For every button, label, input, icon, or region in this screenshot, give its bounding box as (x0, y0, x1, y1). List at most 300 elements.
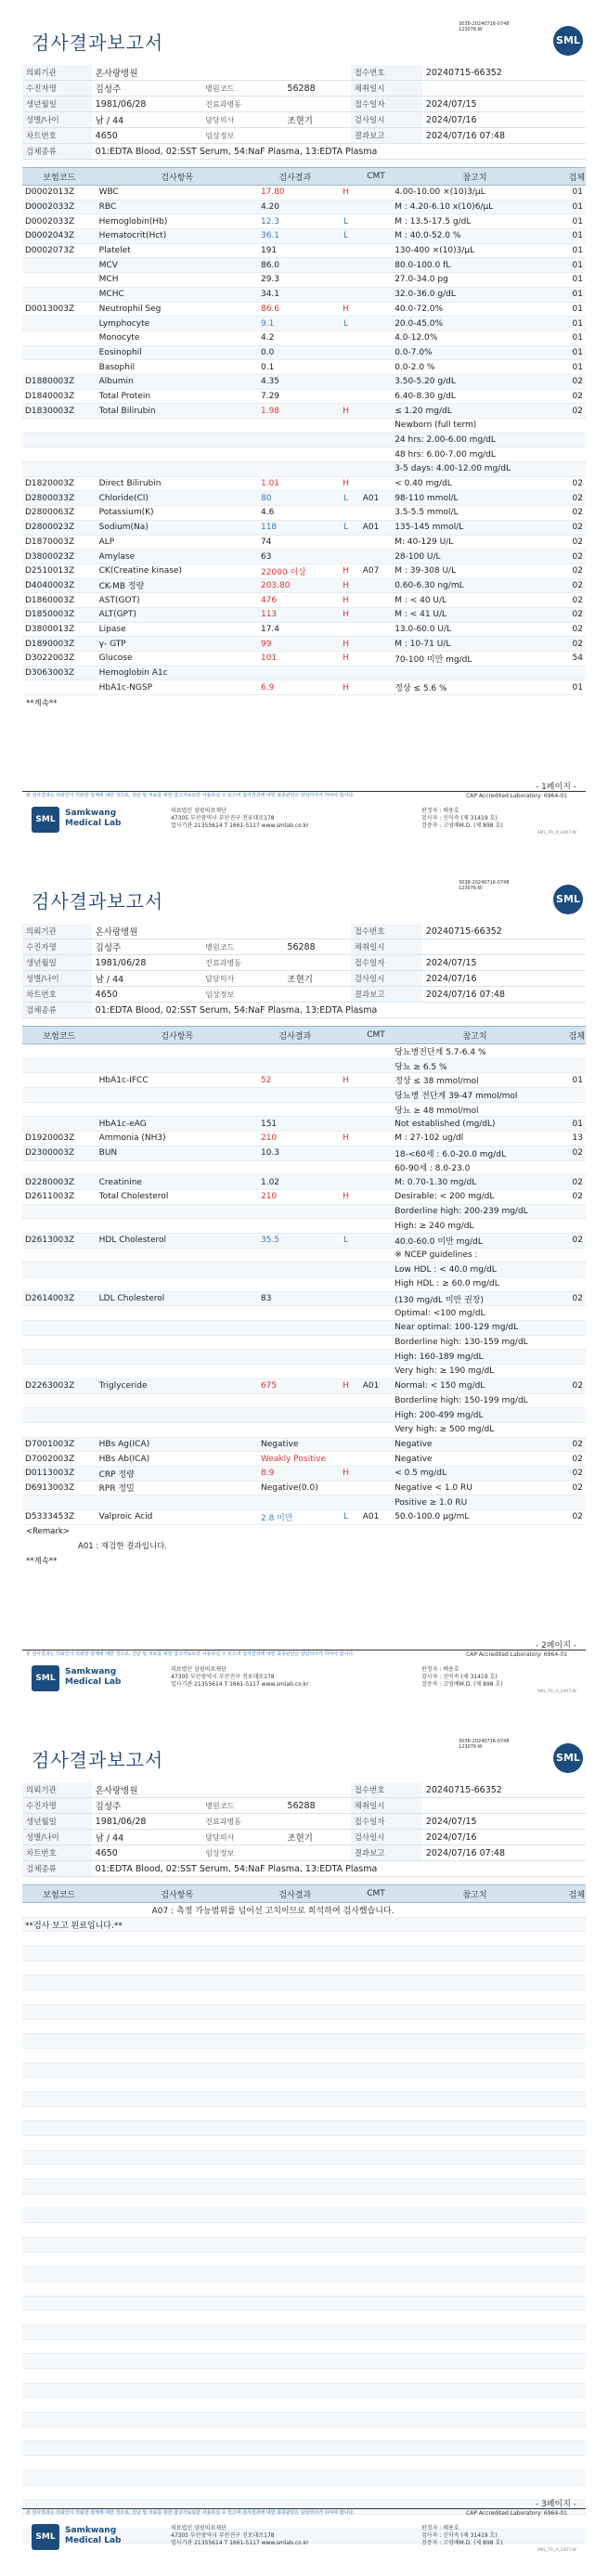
reference-range: Near optimal: 100-129 mg/dL (392, 1321, 558, 1336)
test-name: Albumin (97, 374, 258, 389)
insurance-code: D0002043Z (22, 229, 97, 244)
lab-address: 의료법인 삼광의료재단 47305 부산광역시 부산진구 전포대로178 업사기관 21355614 T 1661-5117 www.smlab.co.kr (171, 2525, 309, 2546)
result-flag (332, 1160, 360, 1175)
test-result: 29.3 (258, 273, 332, 288)
reference-range: Positive ≥ 1.0 RU (392, 1495, 558, 1510)
insurance-code (22, 317, 97, 331)
comment-code: A07 (360, 563, 392, 578)
test-name (97, 1248, 258, 1262)
table-row (22, 374, 586, 389)
reference-range: 70-100 미만 mg/dL (392, 652, 558, 667)
test-name (97, 1393, 258, 1408)
test-name: HBs Ag(ICA) (97, 1437, 258, 1452)
cap-accreditation: CAP Accredited Laboratory: 6964-01 (466, 2510, 567, 2517)
lab-name: Samkwang Medical Lab (65, 1667, 122, 1687)
comment-code (360, 317, 392, 331)
insurance-code: D0002033Z (22, 214, 97, 229)
test-result: 12.3 (258, 214, 332, 229)
test-name: CK(Creatine kinase) (97, 563, 258, 578)
report-title: 검사결과보고서 (32, 890, 164, 913)
reference-range: 당뇨 ≥ 6.5 % (392, 1058, 558, 1073)
comment-code (360, 550, 392, 564)
test-name: γ- GTP (97, 637, 258, 652)
report-header (22, 0, 586, 65)
disclaimer-notice: 본 검사결과는 의뢰인이 의뢰한 검체에 대한 것으로, 진단 및 치료를 위한 참고자료로만 사용하실 수 있으며 검사결과에 대한 최종판단은 담당의사가 하여야 합니다. (26, 2510, 355, 2516)
empty-row (22, 2165, 586, 2180)
reference-range: 24 hrs: 2.00-6.00 mg/dL (392, 433, 558, 447)
specimen-code: 02 (558, 1452, 586, 1467)
reference-range: M: 0.70-1.30 mg/dL (392, 1175, 558, 1190)
reference-range: 32.0-36.0 g/dL (392, 287, 558, 302)
specimen-code: 02 (558, 506, 586, 521)
result-flag: H (332, 1132, 360, 1146)
result-flag (332, 1219, 360, 1234)
specimen-code: 13 (558, 1132, 586, 1146)
lab-address: 의료법인 삼광의료재단 47305 부산광역시 부산진구 전포대로178 업사기관 21355614 T 1661-5117 www.smlab.co.kr (171, 1666, 309, 1688)
reference-range: 50.0-100.0 μg/mL (392, 1510, 558, 1525)
insurance-code: D2614003Z (22, 1291, 97, 1306)
table-row (22, 302, 586, 317)
test-result (258, 1495, 332, 1510)
reference-range: Very high: ≥ 500 mg/dL (392, 1422, 558, 1437)
test-result: 210 (258, 1132, 332, 1146)
empty-row (22, 2252, 586, 2267)
test-name: Hemoglobin A1c (97, 666, 258, 680)
reference-range: 3.5-5.5 mmol/L (392, 506, 558, 521)
empty-row (22, 2237, 586, 2252)
test-name (97, 1365, 258, 1379)
test-result (258, 447, 332, 462)
table-row (22, 1903, 586, 1918)
comment-code (360, 447, 392, 462)
test-result: 8.9 (258, 1466, 332, 1481)
insurance-code: D1880003Z (22, 374, 97, 389)
comment-code (360, 360, 392, 375)
result-flag (332, 1452, 360, 1467)
insurance-code (22, 1321, 97, 1336)
result-flag (332, 374, 360, 389)
test-result (258, 1044, 332, 1059)
table-row (22, 186, 586, 201)
result-flag (332, 1306, 360, 1321)
specimen-code (558, 1335, 586, 1350)
empty-row (22, 2048, 586, 2063)
test-name: HbA1c-NGSP (97, 680, 258, 695)
test-name (97, 1262, 258, 1277)
specimen-code (558, 1088, 586, 1103)
insurance-code (22, 1306, 97, 1321)
table-row (22, 1277, 586, 1292)
test-name: Direct Bilirubin (97, 476, 258, 491)
table-row (22, 1219, 586, 1234)
comment-code (360, 1189, 392, 1204)
empty-row (22, 2004, 586, 2019)
results-table: 보험코드 검사항목 검사결과 CMT 참고치 검체 당뇨병전단계 5.7-6.4 % 당뇨 ≥ 6.5 % HbA1c-IFCC 52 H 정상 ≤ 38 mmol/mol 01 당뇨병 전단계 39-47 mmol/mol 당뇨 ≥ 48 mmol/mol HbA1c-eAG 151 Not established (mg/dL) 01 D1920003Z Ammonia (NH3) 210 H M : 27-102 ug/dl 13 D2300003Z BUN 10.3 18-<60세 : 6.0-20.0 mg/dL 02 60-90세 : 8.0-23.0 D2280003Z Creatinine 1.02 M: 0.70-1.30 mg/dL 02 D2611003Z Total Cholesterol 210 H Desirable: < 200 mg/dL 02 Borderline high: 200-239 mg/dL High: ≥ 240 mg/dL D2613003Z HDL Cholesterol 35.5 L 40.0-60.0 미만 mg/dL 02 ※ NCEP guidelines : Low HDL : < 40.0 mg/dL High HDL : ≥ 60.0 mg/dL D2614003Z LDL Cholesterol 83 (130 mg/dL 미만 권장) 02 Optimal: <100 mg/dL Near optimal: 100-129 mg/dL Borderline high: 130-159 mg/dL High: 160-189 mg/dL Very high: ≥ 190 mg/dL D2263003Z Triglyceride 675 H A01 Normal: < 150 mg/dL 02 Borderline high: 150-199 mg/dL High: 200-499 mg/dL Very high: ≥ 500 mg/dL D7001003Z HBs Ag(ICA) Negative Negative 02 D7002003Z HBs Ab(ICA) Weakly Positive Negative 02 D0113003Z CRP 정량 8.9 H < 0.5 mg/dL 02 D6913003Z RPR 정밀 Negative(0.0) Negative < 1.0 RU 02 Positive ≥ 1.0 RU D5333453Z Valproic Acid 2.8 미만 L A01 50.0-100.0 μg/mL 02 (22, 1026, 586, 1525)
reference-range: 정상 ≤ 38 mmol/mol (392, 1073, 558, 1088)
reference-range: 20.0-45.0% (392, 317, 558, 331)
comment-code (360, 186, 392, 201)
specimen-code: 01 (558, 273, 586, 288)
empty-row (22, 2485, 586, 2500)
reference-range: 48 hrs: 6.00-7.00 mg/dL (392, 447, 558, 462)
test-result: 63 (258, 550, 332, 564)
result-flag (332, 1088, 360, 1103)
specimen-code (558, 1393, 586, 1408)
result-flag (332, 1262, 360, 1277)
table-row (22, 360, 586, 375)
comment-code (360, 666, 392, 680)
specimen-code: 01 (558, 287, 586, 302)
result-flag: L (332, 229, 360, 244)
empty-row (22, 2296, 586, 2311)
test-result: 10.3 (258, 1146, 332, 1160)
comment-code (360, 1452, 392, 1467)
table-row (22, 637, 586, 652)
table-row (22, 1321, 586, 1336)
test-result: 1.98 (258, 404, 332, 419)
empty-row (22, 2034, 586, 2049)
test-result (258, 1219, 332, 1234)
report-title: 검사결과보고서 (32, 1749, 164, 1771)
reference-range: 40.0-60.0 미만 mg/dL (392, 1233, 558, 1248)
reference-range: < 0.5 mg/dL (392, 1466, 558, 1481)
lab-address: 의료법인 삼광의료재단 47305 부산광역시 부산진구 전포대로178 업사기관 21355614 T 1661-5117 www.smlab.co.kr (171, 808, 309, 829)
test-result (258, 666, 332, 680)
cap-accreditation: CAP Accredited Laboratory: 6964-01 (466, 793, 567, 799)
specimen-code: 01 (558, 317, 586, 331)
insurance-code: D1850003Z (22, 607, 97, 622)
result-flag (332, 1422, 360, 1437)
empty-row (22, 1975, 586, 1990)
test-result: 7.29 (258, 389, 332, 404)
table-row (22, 550, 586, 564)
table-row (22, 1044, 586, 1059)
specimen-code (558, 1277, 586, 1292)
comment-code (360, 200, 392, 214)
test-name: Triglyceride (97, 1379, 258, 1393)
reference-range: 당뇨병 전단계 39-47 mmol/mol (392, 1088, 558, 1103)
test-name: WBC (97, 186, 258, 201)
specimen-code (558, 433, 586, 447)
test-result (258, 1350, 332, 1365)
lab-name: Samkwang Medical Lab (65, 2526, 122, 2545)
test-result (258, 1422, 332, 1437)
result-flag: H (332, 302, 360, 317)
test-name (97, 419, 258, 434)
test-name (97, 1219, 258, 1234)
table-row (22, 229, 586, 244)
specimen-code: 02 (558, 374, 586, 389)
test-result: 0.0 (258, 345, 332, 360)
test-name (97, 1408, 258, 1423)
specimen-code: 01 (558, 302, 586, 317)
insurance-code: D0002073Z (22, 243, 97, 258)
test-result: 210 (258, 1189, 332, 1204)
insurance-code (22, 1088, 97, 1103)
table-row (22, 491, 586, 506)
report-footer (22, 1658, 586, 1699)
result-flag: L (332, 520, 360, 535)
comment-code: A01 (360, 1379, 392, 1393)
insurance-code: D2300003Z (22, 1146, 97, 1160)
reference-range: 27.0-34.0 pg (392, 273, 558, 288)
specimen-code (558, 1365, 586, 1379)
insurance-code: D7001003Z (22, 1437, 97, 1452)
table-row (22, 1466, 586, 1481)
comment-code (360, 243, 392, 258)
test-name: Basophil (97, 360, 258, 375)
reference-range: Desirable: < 200 mg/dL (392, 1189, 558, 1204)
result-flag: H (332, 680, 360, 695)
table-row (22, 345, 586, 360)
test-result (258, 1408, 332, 1423)
reference-range: M : 40.0-52.0 % (392, 229, 558, 244)
results-table: 보험코드 검사항목 검사결과 CMT 참고치 검체 A07 : 측정 가능범위를 넘어선 고치이므로 희석하여 검사했습니다. **검사 보고 왼료입니다.** (22, 1884, 586, 2544)
reference-range: High: 160-189 mg/dL (392, 1350, 558, 1365)
reference-range: 당뇨병전단계 5.7-6.4 % (392, 1044, 558, 1059)
result-flag (332, 1102, 360, 1117)
reference-range: 13.0-60.0 U/L (392, 622, 558, 637)
insurance-code: D5333453Z (22, 1510, 97, 1525)
report-complete-note: **검사 보고 왼료입니다.** (22, 1917, 586, 1932)
empty-row (22, 2281, 586, 2296)
specimen-code: 02 (558, 476, 586, 491)
comment-code: A01 (360, 1510, 392, 1525)
specimen-code: 02 (558, 1466, 586, 1481)
table-row (22, 447, 586, 462)
specimen-code (558, 1408, 586, 1423)
test-name: HDL Cholesterol (97, 1233, 258, 1248)
reference-range: 130-400 ×(10)3/μL (392, 243, 558, 258)
test-name: HbA1c-IFCC (97, 1073, 258, 1088)
result-flag (332, 273, 360, 288)
specimen-code: 02 (558, 637, 586, 652)
reference-range: High HDL : ≥ 60.0 mg/dL (392, 1277, 558, 1292)
patient-info-table: 의뢰기관 온사랑병원 접수번호 20240715-66352 수진자명 김성주 병원코드 56288 채취일시 생년월일 1981/06/28 진료과병동 접수일자 2024/07/15 성별/나이 남 / 44 담당의사 조현기 검사일시 2024/07/16 차트번호 4650 임상정보 결과보고 2024/07/16 07:48 검체종류 01:EDTA Blood, 02:SST Serum, 54:NaF Plasma, 13:EDTA Plasma (22, 1782, 586, 1877)
specimen-code: 02 (558, 491, 586, 506)
table-row (22, 563, 586, 578)
page-number: - 2페이지 - (535, 1641, 576, 1650)
cap-accreditation: CAP Accredited Laboratory: 6964-01 (466, 1651, 567, 1658)
test-name (97, 462, 258, 477)
signatures: 판정자 : 배용호 검사자 : 신익속 (제 31419 호) 검증자 : 고영배M.D. (제 898 호) (421, 808, 503, 829)
reference-range: 60-90세 : 8.0-23.0 (392, 1160, 558, 1175)
insurance-code: D2280003Z (22, 1175, 97, 1190)
insurance-code: D3063003Z (22, 666, 97, 680)
empty-row (22, 1932, 586, 1947)
test-result (258, 1088, 332, 1103)
comment-code (360, 330, 392, 345)
test-result: 191 (258, 243, 332, 258)
insurance-code (22, 1262, 97, 1277)
specimen-code: 02 (558, 1437, 586, 1452)
table-row (22, 1452, 586, 1467)
test-result: 74 (258, 535, 332, 550)
result-flag (332, 535, 360, 550)
reference-range: 98-110 mmol/L (392, 491, 558, 506)
empty-row (22, 2354, 586, 2369)
specimen-code: 54 (558, 652, 586, 667)
result-flag: H (332, 186, 360, 201)
result-flag (332, 666, 360, 680)
test-result: 203.80 (258, 578, 332, 593)
reference-range: Normal: < 150 mg/dL (392, 1379, 558, 1393)
test-name: CRP 정량 (97, 1466, 258, 1481)
specimen-code (558, 1306, 586, 1321)
remark-label: <Remark> (26, 1526, 70, 1536)
empty-row (22, 2208, 586, 2223)
comment-code (360, 1437, 392, 1452)
result-flag (332, 1335, 360, 1350)
comment-code (360, 680, 392, 695)
test-name (97, 1335, 258, 1350)
empty-row (22, 1961, 586, 1975)
insurance-code: D2510013Z (22, 563, 97, 578)
table-row (22, 1379, 586, 1393)
comment-code (360, 1146, 392, 1160)
table-row (22, 1422, 586, 1437)
comment-code (360, 1422, 392, 1437)
test-name: MCH (97, 273, 258, 288)
empty-row (22, 2398, 586, 2413)
result-flag (332, 1204, 360, 1219)
test-name (97, 1058, 258, 1073)
specimen-code (558, 1058, 586, 1073)
samkwang-logo: SML (32, 807, 59, 833)
test-result: 4.6 (258, 506, 332, 521)
comment-code (360, 637, 392, 652)
table-row (22, 214, 586, 229)
result-flag: L (332, 214, 360, 229)
result-flag (332, 287, 360, 302)
specimen-code (558, 1321, 586, 1336)
empty-row (22, 2194, 586, 2208)
table-row (22, 578, 586, 593)
specimen-code: 02 (558, 1146, 586, 1160)
test-name: ALT(GPT) (97, 607, 258, 622)
comment-code (360, 622, 392, 637)
specimen-code: 01 (558, 1117, 586, 1132)
specimen-code (558, 1422, 586, 1437)
insurance-code (22, 330, 97, 345)
test-result: 99 (258, 637, 332, 652)
result-flag (332, 1058, 360, 1073)
test-result (258, 1248, 332, 1262)
reference-range: 18-<60세 : 6.0-20.0 mg/dL (392, 1146, 558, 1160)
specimen-code: 01 (558, 229, 586, 244)
samkwang-logo: SML (32, 2524, 59, 2550)
reference-range: Optimal: <100 mg/dL (392, 1306, 558, 1321)
table-row (22, 287, 586, 302)
comment-code (360, 419, 392, 434)
patient-info-table: 의뢰기관 온사랑병원 접수번호 20240715-66352 수진자명 김성주 병원코드 56288 채취일시 생년월일 1981/06/28 진료과병동 접수일자 2024/07/15 성별/나이 남 / 44 담당의사 조현기 검사일시 2024/07/16 차트번호 4650 임상정보 결과보고 2024/07/16 07:48 검체종류 01:EDTA Blood, 02:SST Serum, 54:NaF Plasma, 13:EDTA Plasma (22, 924, 586, 1018)
reference-range: 6.40-8.30 g/dL (392, 389, 558, 404)
result-flag (332, 1365, 360, 1379)
empty-row (22, 2136, 586, 2151)
specimen-code: 02 (558, 389, 586, 404)
comment-code (360, 1408, 392, 1423)
specimen-code (558, 419, 586, 434)
empty-row (22, 2223, 586, 2238)
insurance-code (22, 1219, 97, 1234)
test-name: Total Bilirubin (97, 404, 258, 419)
signatures: 판정자 : 배용호 검사자 : 신익속 (제 31419 호) 검증자 : 고영배M.D. (제 898 호) (421, 2525, 503, 2546)
result-flag (332, 1175, 360, 1190)
test-result: 113 (258, 607, 332, 622)
test-name: CK-MB 정량 (97, 578, 258, 593)
specimen-code: 02 (558, 520, 586, 535)
comment-code (360, 1248, 392, 1262)
result-flag: L (332, 1510, 360, 1525)
empty-row (22, 1990, 586, 2005)
test-name (97, 447, 258, 462)
test-name: Sodium(Na) (97, 520, 258, 535)
comment-code (360, 607, 392, 622)
table-row (22, 462, 586, 477)
table-row (22, 1262, 586, 1277)
results-table: 보험코드 검사항목 검사결과 CMT 참고치 검체 D0002013Z WBC 17.80 H 4.00-10.00 ×(10)3/μL 01 D0002033Z RBC 4.20 M : 4.20-6.10 x(10)6/μL 01 D0002033Z Hemoglobin(Hb) 12.3 L M : 13.5-17.5 g/dL 01 D0002043Z Hematocrit(Hct) 36.1 L M : 40.0-52.0 % 01 D0002073Z Platelet 191 130-400 ×(10)3/μL 01 MCV 86.0 80.0-100.0 fL 01 MCH 29.3 27.0-34.0 pg 01 MCHC 34.1 32.0-36.0 g/dL 01 D0013003Z Neutrophil Seg 86.6 H 40.0-72.0% 01 Lymphocyte 9.1 L 20.0-45.0% 01 Monocyte 4.2 4.0-12.0% 01 Eosinophil 0.0 0.0-7.0% 01 Basophil 0.1 0.0-2.0 % 01 D1880003Z Albumin 4.35 3.50-5.20 g/dL 02 D1840003Z Total Protein 7.29 6.40-8.30 g/dL 02 D1830003Z Total Bilirubin 1.98 H ≤ 1.20 mg/dL 02 Newborn (full term) 24 hrs: 2.00-6.00 mg/dL 48 hrs: 6.00-7.00 mg/dL 3-5 days: 4.00-12.00 mg/dL D1820003Z Direct Bilirubin 1.01 H < 0.40 mg/dL 02 D2800033Z Chloride(Cl) 80 L A01 98-110 mmol/L 02 D2800063Z Potassium(K) 4.6 3.5-5.5 mmol/L 02 D2800023Z Sodium(Na) 118 L A01 135-145 mmol/L 02 D1870003Z ALP 74 M: 40-129 U/L 02 D3800023Z Amylase 63 28-100 U/L 02 D2510013Z CK(Creatine kinase) 22000 이상 H A07 M : 39-308 U/L 02 D4040003Z CK-MB 정량 203.80 H 0.60-6.30 ng/mL 02 D1860003Z AST(GOT) 476 H M : < 40 U/L 02 D1850003Z ALT(GPT) 113 H M : < 41 U/L 02 D3800013Z Lipase 17.4 13.0-60.0 U/L 02 D1890003Z γ- GTP 99 H M : 10-71 U/L 02 D3022003Z Glucose 101 H 70-100 미만 mg/dL 54 D3063003Z Hemoglobin A1c HbA1c-NGSP 6.9 H 정상 ≤ 5.6 % 01 (22, 167, 586, 695)
empty-row (22, 2324, 586, 2339)
result-flag (332, 1277, 360, 1292)
specimen-code (558, 1248, 586, 1262)
test-name (97, 1088, 258, 1103)
insurance-code (22, 345, 97, 360)
report-page-1 (0, 0, 608, 859)
reference-range (392, 666, 558, 680)
empty-row (22, 2267, 586, 2282)
comment-code (360, 1291, 392, 1306)
test-result: 1.02 (258, 1175, 332, 1190)
insurance-code (22, 1160, 97, 1175)
specimen-code: 01 (558, 345, 586, 360)
reference-range: 3.50-5.20 g/dL (392, 374, 558, 389)
insurance-code (22, 360, 97, 375)
table-row (22, 330, 586, 345)
test-name (97, 1204, 258, 1219)
test-name: Neutrophil Seg (97, 302, 258, 317)
insurance-code: D0113003Z (22, 1466, 97, 1481)
table-row (22, 1481, 586, 1495)
result-flag (332, 1117, 360, 1132)
test-result: 52 (258, 1073, 332, 1088)
test-name: Glucose (97, 652, 258, 667)
specimen-code (558, 1219, 586, 1234)
specimen-code: 01 (558, 243, 586, 258)
comment-code (360, 1044, 392, 1059)
insurance-code: D1830003Z (22, 404, 97, 419)
test-result: 101 (258, 652, 332, 667)
insurance-code (22, 1350, 97, 1365)
test-result: 4.2 (258, 330, 332, 345)
patient-info-table: 의뢰기관 온사랑병원 접수번호 20240715-66352 수진자명 김성주 병원코드 56288 채취일시 생년월일 1981/06/28 진료과병동 접수일자 2024/07/15 성별/나이 남 / 44 담당의사 조현기 검사일시 2024/07/16 차트번호 4650 임상정보 결과보고 2024/07/16 07:48 검체종류 01:EDTA Blood, 02:SST Serum, 54:NaF Plasma, 13:EDTA Plasma (22, 65, 586, 160)
result-flag (332, 330, 360, 345)
test-result: 476 (258, 593, 332, 608)
table-row (22, 1291, 586, 1306)
test-name: BUN (97, 1146, 258, 1160)
table-row (22, 1146, 586, 1160)
reference-range: 3-5 days: 4.00-12.00 mg/dL (392, 462, 558, 477)
form-code: SML_TR_A_2407-W (537, 1689, 576, 1694)
test-result: 17.80 (258, 186, 332, 201)
table-row (22, 273, 586, 288)
table-row (22, 243, 586, 258)
test-name: Eosinophil (97, 345, 258, 360)
result-flag: H (332, 637, 360, 652)
comment-code (360, 1277, 392, 1292)
test-name: Monocyte (97, 330, 258, 345)
result-flag (332, 550, 360, 564)
signatures: 판정자 : 배용호 검사자 : 신익속 (제 31419 호) 검증자 : 고영배M.D. (제 898 호) (421, 1666, 503, 1688)
